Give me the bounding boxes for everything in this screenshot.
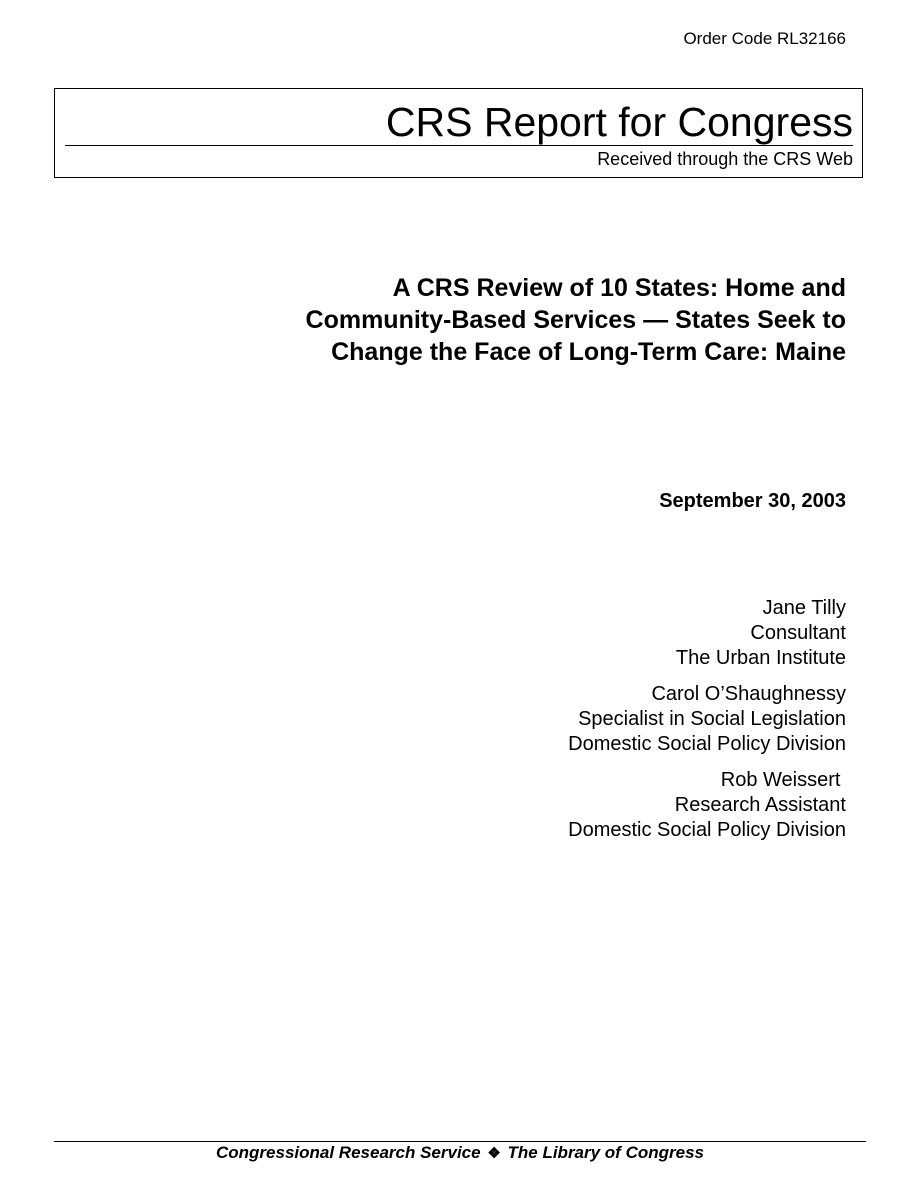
author-name: Carol O’Shaughnessy <box>651 683 846 705</box>
author-title: Specialist in Social Legislation <box>578 708 846 730</box>
author-list <box>568 596 846 854</box>
author-affiliation: The Urban Institute <box>675 647 846 669</box>
report-header-box <box>54 88 863 178</box>
report-title <box>206 272 846 368</box>
author-affiliation: Domestic Social Policy Division <box>568 819 846 841</box>
author-block <box>568 682 846 757</box>
report-date: September 30, 2003 <box>659 490 846 512</box>
footer <box>0 1143 920 1164</box>
report-series-subtitle: Received through the CRS Web <box>597 149 853 169</box>
header-divider <box>65 145 853 146</box>
author-name: Jane Tilly <box>762 597 846 619</box>
order-code: Order Code RL32166 <box>683 29 846 48</box>
author-title: Consultant <box>750 622 846 644</box>
footer-divider <box>54 1141 866 1142</box>
footer-library: The Library of Congress <box>507 1143 704 1162</box>
author-block <box>568 596 846 671</box>
author-title: Research Assistant <box>674 794 846 816</box>
report-title-line: A CRS Review of 10 States: Home and <box>392 274 846 302</box>
report-series-title: CRS Report for Congress <box>385 99 853 145</box>
author-name: Rob Weissert <box>720 769 846 791</box>
report-title-line: Change the Face of Long-Term Care: Maine <box>331 338 846 366</box>
report-title-line: Community-Based Services — States Seek to <box>305 306 846 334</box>
diamond-separator-icon: ❖ <box>487 1145 501 1162</box>
footer-agency: Congressional Research Service <box>216 1143 481 1162</box>
author-block <box>568 768 846 843</box>
author-affiliation: Domestic Social Policy Division <box>568 733 846 755</box>
